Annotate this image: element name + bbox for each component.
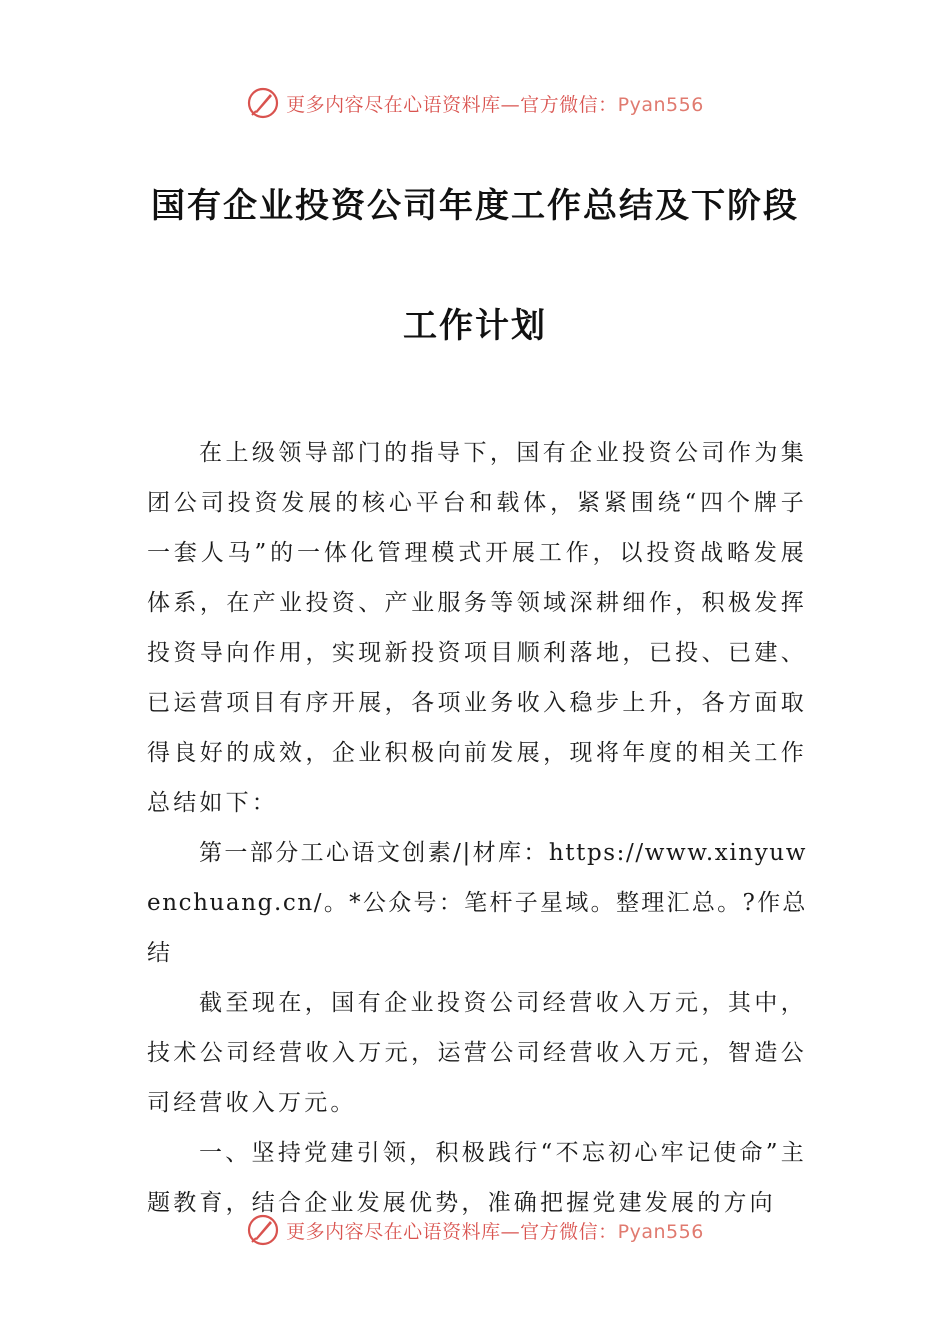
watermark-text: 更多内容尽在心语资料库—官方微信：Pyan556 <box>286 1220 704 1243</box>
footer-watermark <box>0 1210 950 1250</box>
paragraph-revenue: 截至现在，国有企业投资公司经营收入万元，其中，技术公司经营收入万元，运营公司经营收入万元，智造公司经营收入万元。 <box>147 990 807 1116</box>
quill-logo-icon <box>246 1213 280 1247</box>
document-title-line-2: 工作计划 <box>403 306 547 346</box>
document-body <box>147 428 807 1228</box>
watermark-text: 更多内容尽在心语资料库—官方微信：Pyan556 <box>286 93 704 116</box>
header-watermark <box>0 83 950 123</box>
document-title-line-1: 国有企业投资公司年度工作总结及下阶段 <box>151 186 799 226</box>
quill-logo-icon <box>246 86 280 120</box>
paragraph-intro: 在上级领导部门的指导下，国有企业投资公司作为集团公司投资发展的核心平台和载体，紧紧围绕“四个牌子一套人马”的一体化管理模式开展工作，以投资战略发展体系，在产业投资、产业服务等领域深耕细作，积极发挥投资导向作用，实现新投资项目顺利落地，已投、已建、已运营项目有序开展，各项业务收入稳步上升，各方面取得良好的成效，企业积极向前发展，现将年度的相关工作总结如下： <box>147 440 807 816</box>
paragraph-section-one: 第一部分工心语文创素/|材库：https://www.xinyuwenchuang.cn/。*公众号：笔杆子星域。整理汇总。?作总结 <box>147 840 807 966</box>
paragraph-party-building: 一、坚持党建引领，积极践行“不忘初心牢记使命”主题教育，结合企业发展优势，准确把握党建发展的方向 <box>147 1140 807 1216</box>
